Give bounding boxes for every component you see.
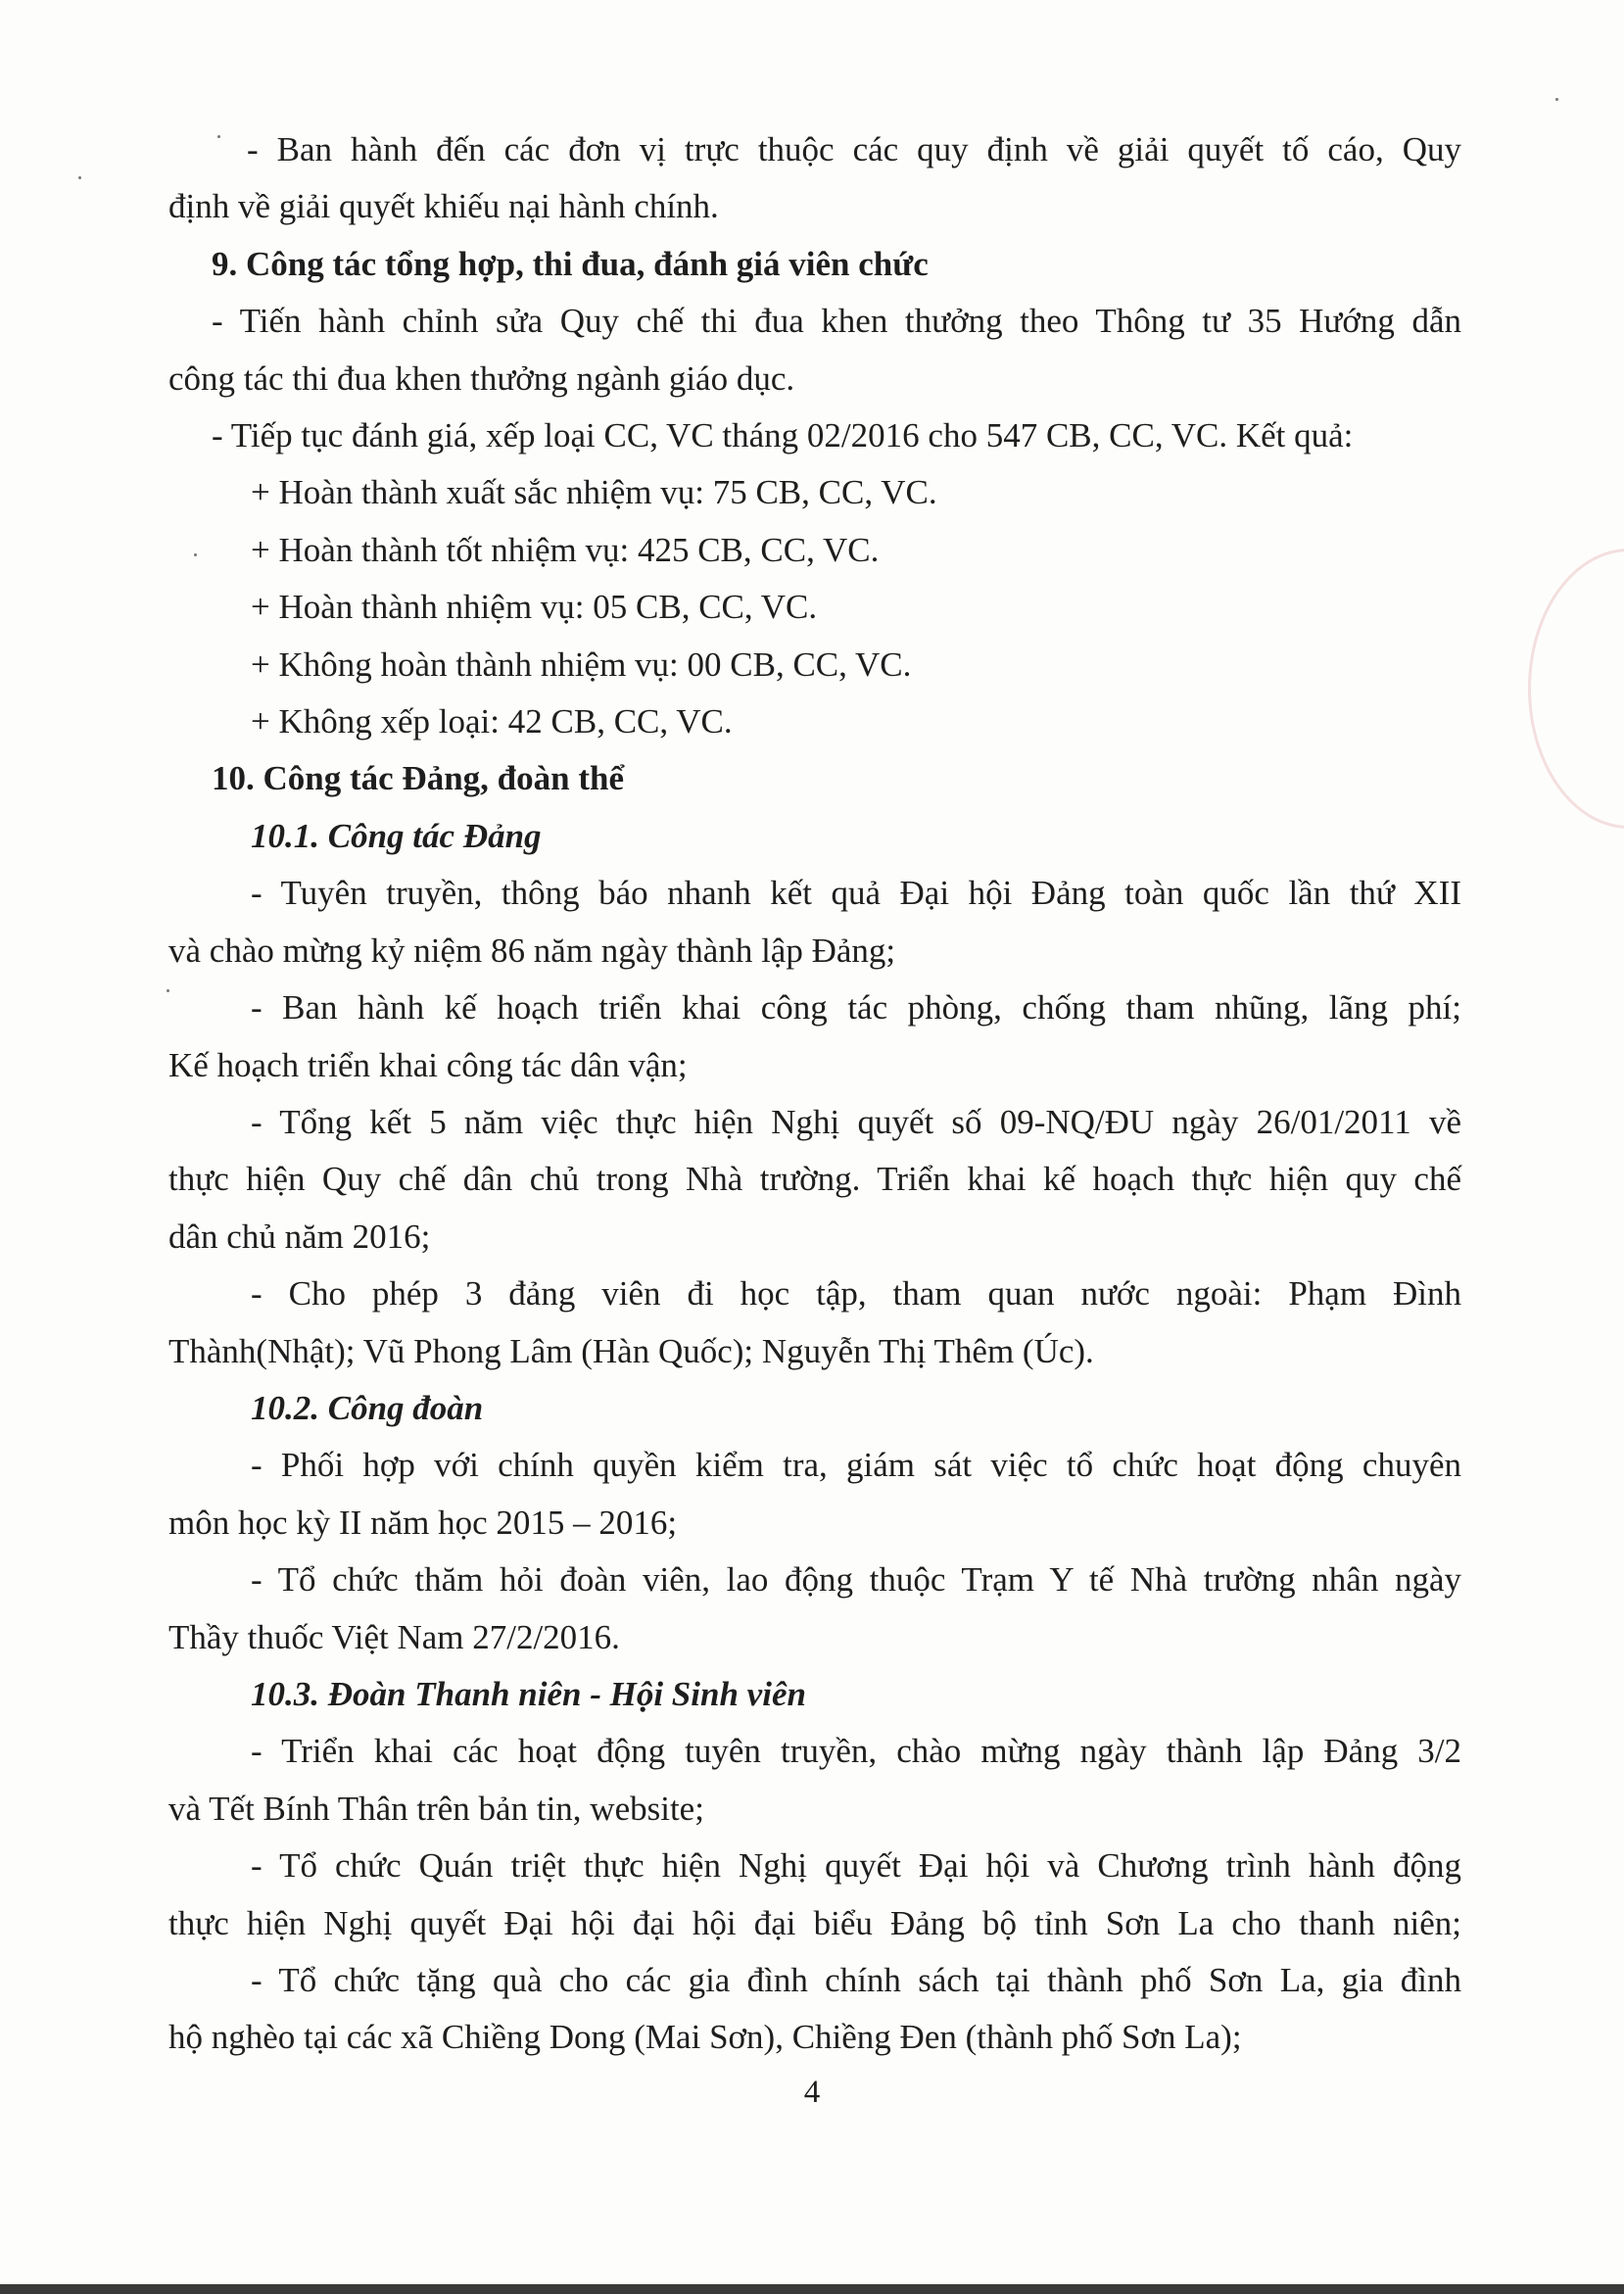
text-line: - Tuyên truyền, thông báo nhanh kết quả Đại hội Đảng toàn quốc lần thứ XII	[251, 874, 1461, 913]
text-line: + Hoàn thành tốt nhiệm vụ: 425 CB, CC, VC.	[251, 530, 880, 569]
text-line: + Hoàn thành nhiệm vụ: 05 CB, CC, VC.	[251, 588, 818, 627]
scan-edge	[0, 2284, 1624, 2294]
document-body	[168, 121, 1461, 2067]
text-line: và Tết Bính Thân trên bản tin, website;	[168, 1789, 704, 1828]
text-line: + Hoàn thành xuất sắc nhiệm vụ: 75 CB, CC, VC.	[251, 473, 937, 512]
text-line: 10.1. Công tác Đảng	[251, 816, 542, 855]
scan-speck	[78, 176, 81, 179]
text-line: công tác thi đua khen thưởng ngành giáo dục.	[168, 358, 795, 398]
text-line: 9. Công tác tổng hợp, thi đua, đánh giá viên chức	[212, 244, 929, 283]
text-line: và chào mừng kỷ niệm 86 năm ngày thành lập Đảng;	[168, 931, 896, 970]
text-line: + Không xếp loại: 42 CB, CC, VC.	[251, 702, 733, 741]
text-line: - Ban hành đến các đơn vị trực thuộc các quy định về giải quyết tố cáo, Quy	[247, 130, 1461, 168]
text-line: - Ban hành kế hoạch triển khai công tác phòng, chống tham nhũng, lãng phí;	[251, 988, 1461, 1028]
text-line: Thầy thuốc Việt Nam 27/2/2016.	[168, 1617, 620, 1656]
text-line: môn học kỳ II năm học 2015 – 2016;	[168, 1503, 678, 1542]
text-line: + Không hoàn thành nhiệm vụ: 00 CB, CC, VC.	[251, 645, 912, 684]
text-line: thực hiện Quy chế dân chủ trong Nhà trường. Triển khai kế hoạch thực hiện quy chế	[168, 1160, 1461, 1199]
text-line: - Tổ chức tặng quà cho các gia đình chính sách tại thành phố Sơn La, gia đình	[251, 1961, 1461, 1999]
text-line: 10. Công tác Đảng, đoàn thể	[212, 759, 625, 798]
text-line: Kế hoạch triển khai công tác dân vận;	[168, 1045, 688, 1084]
page-number: 4	[803, 2075, 821, 2110]
text-line: thực hiện Nghị quyết Đại hội đại hội đại biểu Đảng bộ tỉnh Sơn La cho thanh niên;	[168, 1903, 1461, 1942]
text-line: 10.3. Đoàn Thanh niên - Hội Sinh viên	[251, 1674, 806, 1713]
text-line: hộ nghèo tại các xã Chiềng Dong (Mai Sơn), Chiềng Đen (thành phố Sơn La);	[168, 2018, 1242, 2057]
text-line: 10.2. Công đoàn	[251, 1388, 484, 1427]
text-line: - Tổ chức thăm hỏi đoàn viên, lao động thuộc Trạm Y tế Nhà trường nhân ngày	[251, 1560, 1461, 1600]
text-line: - Triển khai các hoạt động tuyên truyền, chào mừng ngày thành lập Đảng 3/2	[251, 1732, 1461, 1771]
text-line: - Tiếp tục đánh giá, xếp loại CC, VC tháng 02/2016 cho 547 CB, CC, VC. Kết quả:	[212, 416, 1354, 455]
text-line: - Tiến hành chỉnh sửa Quy chế thi đua khen thưởng theo Thông tư 35 Hướng dẫn	[212, 302, 1461, 341]
text-line: định về giải quyết khiếu nại hành chính.	[168, 187, 719, 226]
text-line: - Tổ chức Quán triệt thực hiện Nghị quyết Đại hội và Chương trình hành động	[251, 1846, 1461, 1886]
text-line: Thành(Nhật); Vũ Phong Lâm (Hàn Quốc); Nguyễn Thị Thêm (Úc).	[168, 1331, 1094, 1370]
scan-speck	[1555, 98, 1558, 101]
text-line: dân chủ năm 2016;	[168, 1217, 431, 1256]
text-line: - Tổng kết 5 năm việc thực hiện Nghị quyết số 09-NQ/ĐU ngày 26/01/2011 về	[251, 1102, 1461, 1141]
text-line: - Phối hợp với chính quyền kiểm tra, giám sát việc tổ chức hoạt động chuyên	[251, 1446, 1461, 1485]
text-line: - Cho phép 3 đảng viên đi học tập, tham quan nước ngoài: Phạm Đình	[251, 1274, 1461, 1314]
stamp-mark	[1528, 549, 1624, 829]
